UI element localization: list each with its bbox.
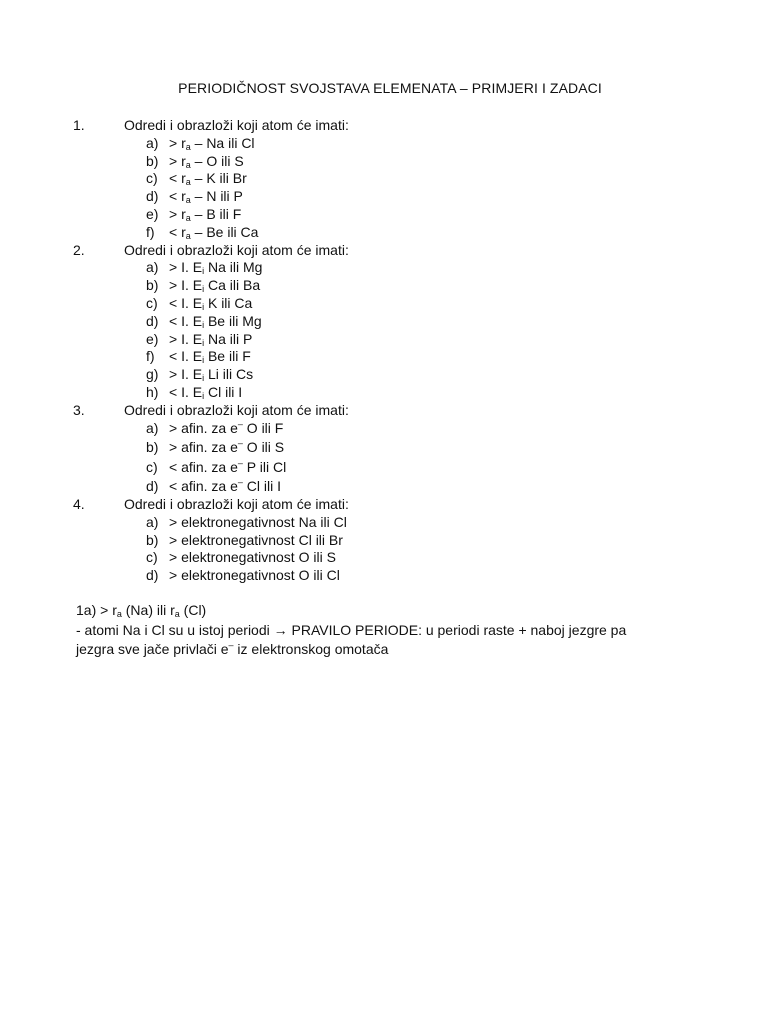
question-3 — [0, 402, 768, 498]
question-heading — [0, 402, 768, 420]
item-text: > elektronegativnost Na ili Cl — [169, 513, 347, 530]
item-letter: f) — [146, 223, 155, 240]
question-heading — [0, 242, 768, 260]
item-text: > elektronegativnost O ili S — [169, 549, 336, 566]
item-text: > $r_a$ – O ili S — [169, 152, 244, 170]
list-item — [0, 514, 768, 532]
item-text: > I. $E_i$ Li ili Cs — [169, 366, 254, 384]
question-prompt: Odredi i obrazloži koji atom će imati: — [124, 241, 349, 258]
question-number: 3. — [73, 402, 85, 418]
item-text: < I. $E_i$ K ili Ca — [169, 294, 253, 312]
list-item — [0, 313, 768, 331]
question-1 — [0, 117, 768, 242]
item-text: > I. $E_i$ Na ili Mg — [169, 259, 263, 277]
item-text: < I. $E_i$ Cl ili I — [169, 383, 243, 401]
item-letter: g) — [146, 366, 159, 383]
list-item — [0, 478, 768, 498]
item-letter: a) — [146, 513, 159, 530]
list-item — [0, 259, 768, 277]
list-item — [0, 331, 768, 349]
item-letter: h) — [146, 383, 159, 400]
list-item — [0, 567, 768, 585]
answer-section — [76, 601, 716, 660]
item-letter: c) — [146, 458, 158, 475]
list-item — [0, 170, 768, 188]
question-number: 2. — [73, 241, 85, 258]
question-number: 4. — [73, 496, 85, 512]
item-text: < afin. za e– Cl ili I — [169, 477, 282, 495]
item-text: > I. $E_i$ Ca ili Ba — [169, 277, 261, 295]
question-prompt: Odredi i obrazloži koji atom će imati: — [124, 402, 349, 418]
list-item — [0, 153, 768, 171]
item-letter: a) — [146, 259, 159, 276]
question-prompt: Odredi i obrazloži koji atom će imati: — [124, 496, 349, 512]
item-letter: d) — [146, 478, 159, 495]
item-text: > $r_a$ – Na ili Cl — [169, 134, 255, 152]
question-number: 1. — [73, 117, 85, 133]
item-text: < $r_a$ – Be ili Ca — [169, 223, 259, 241]
item-text: > $r_a$ – B ili F — [169, 205, 242, 223]
answer-text-line: - atomi Na i Cl su u istoj periodi → PRAVILO PERIODE: u periodi raste + naboj jezgre pa — [76, 621, 627, 638]
item-text: > I. $E_i$ Na ili P — [169, 330, 253, 348]
list-item — [0, 532, 768, 550]
question-heading — [0, 496, 768, 514]
item-letter: b) — [146, 531, 159, 548]
item-letter: c) — [146, 294, 158, 311]
item-letter: b) — [146, 439, 159, 456]
question-prompt: Odredi i obrazloži koji atom će imati: — [124, 117, 349, 133]
answer-text-line: jezgra sve jače privlači e– iz elektronskog omotača — [76, 640, 389, 657]
list-item — [0, 549, 768, 567]
question-4 — [0, 496, 768, 585]
item-letter: a) — [146, 134, 159, 151]
item-text: < I. $E_i$ Be ili Mg — [169, 312, 262, 330]
question-heading — [0, 117, 768, 135]
item-text: < I. $E_i$ Be ili F — [169, 348, 251, 366]
item-letter: f) — [146, 348, 155, 365]
item-letter: b) — [146, 152, 159, 169]
item-text: < afin. za e– P ili Cl — [169, 457, 287, 475]
item-text: > afin. za e– O ili F — [169, 418, 284, 436]
item-letter: c) — [146, 170, 158, 187]
list-item — [0, 348, 768, 366]
document-title: PERIODIČNOST SVOJSTAVA ELEMENATA – PRIMJERI I ZADACI — [178, 80, 602, 96]
list-item — [0, 224, 768, 242]
item-text: > elektronegativnost Cl ili Br — [169, 531, 343, 548]
list-item — [0, 188, 768, 206]
list-item — [0, 420, 768, 440]
list-item — [0, 206, 768, 224]
list-item — [0, 295, 768, 313]
item-letter: d) — [146, 188, 159, 205]
list-item — [0, 439, 768, 459]
item-letter: e) — [146, 205, 159, 222]
list-item — [0, 384, 768, 402]
item-letter: d) — [146, 312, 159, 329]
list-item — [0, 277, 768, 295]
item-text: > afin. za e– O ili S — [169, 438, 285, 456]
item-text: < $r_a$ – K ili Br — [169, 170, 247, 188]
item-letter: d) — [146, 567, 159, 584]
item-text: < $r_a$ – N ili P — [169, 188, 243, 206]
list-item — [0, 135, 768, 153]
item-text: > elektronegativnost O ili Cl — [169, 567, 340, 584]
item-letter: a) — [146, 419, 159, 436]
list-item — [0, 459, 768, 479]
item-letter: c) — [146, 549, 158, 566]
item-letter: b) — [146, 277, 159, 294]
question-2 — [0, 242, 768, 402]
answer-heading: $1a) > r_a$ (Na) ili $r_a$ (Cl) — [76, 602, 207, 619]
item-letter: e) — [146, 330, 159, 347]
list-item — [0, 366, 768, 384]
